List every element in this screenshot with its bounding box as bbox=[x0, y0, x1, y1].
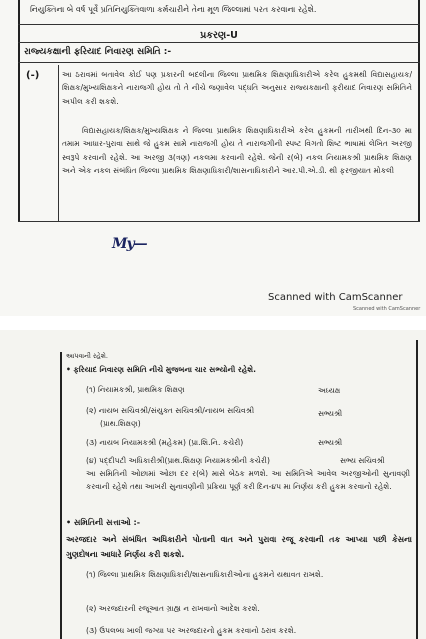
power-item: (૧) જિલ્લા પ્રાથમિક શિક્ષણાધિકારી/શાસનાધિકારીઓના હુકમને યથાવત રાખશે. bbox=[86, 570, 324, 579]
handwritten-signature: My— bbox=[112, 236, 147, 252]
member-designation: સભ્ય સચિવશ્રી bbox=[340, 456, 385, 465]
table-divider bbox=[18, 24, 420, 25]
powers-heading: • સમિતિની સત્તાઓ :- bbox=[66, 518, 141, 527]
member-role: (૧) નિયામકશ્રી, પ્રાથમિક શિક્ષણ bbox=[86, 385, 185, 394]
member-designation: અધ્યક્ષ bbox=[318, 386, 341, 395]
continued-line: આપવાની રહેશે. bbox=[66, 352, 108, 360]
camscanner-small-watermark: Scanned with CamScanner bbox=[353, 306, 421, 312]
power-item: (૨) અરજદારની રજૂઆત ગ્રાહ્ય ન રાખવાનો આદેશ કરશે. bbox=[86, 604, 260, 613]
member-role: (૪) પદ્દીપટી અધિકારીશ્રી(પ્રાથ.શિક્ષણ નિયામકશ્રીની કચેરી) bbox=[86, 456, 270, 465]
page-gap bbox=[0, 316, 426, 330]
chapter-title: પ્રકરણ-U bbox=[200, 30, 238, 41]
power-item: (૩) ઉપલબ્ધ ખાલી જગ્યા પર અરજદારનો હુકમ કરવાનો ઠરાવ કરશે. bbox=[86, 626, 297, 635]
member-role: (૩) નાયબ નિયામકશ્રી (મહેકમ) (પ્રા.શિ.નિ. કચેરી) bbox=[86, 438, 244, 447]
section-heading: રાજ્યકક્ષાની ફરિયાદ નિવારણ સમિતિ :- bbox=[24, 47, 172, 57]
paragraph-appeal: આ ઠરાવમાં બતાવેલ કોઈ પણ પ્રકારની બદલીના જિલ્લા પ્રાથમિક શિક્ષણાધિકારીએ કરેલ હુકમથી વિદ્યાસહાયક/શિક્ષક/મુખ્યશિક્ષકને નારાજગી હોય તો તે નીચે જણાવેલ પદ્ધતિ અનુસાર રાજ્યકક્ષાની ફરીયાદ નિવારણ સમિતિને અપીલ કરી શકશે. bbox=[62, 70, 412, 106]
powers-intro: અરજદાર અને સંબંધિત અધિકારીને પોતાની વાત અને પુરાવા રજૂ કરવાની તક આપ્યા પછી કેસના ગુણદોષના આધારે નિર્ણય કરી શકશે. bbox=[66, 535, 412, 559]
paragraph-meetings: આ સમિતિની ઓછામાં ઓછા દર ર(બે) માસે બેઠક મળશે. આ સમિતિએ આવેલ અરજીઓની સુનાવણી કરવાની રહેશે તથા આખરી સુનાવણીની પ્રક્રિયા પૂર્ણ કરી દિન-૪૫ મા નિર્ણય કરી હુકમ કરવાનો રહેશે. bbox=[86, 469, 410, 491]
member-designation: સભ્યશ્રી bbox=[318, 438, 343, 447]
row-marker: (-) bbox=[26, 70, 40, 81]
table-divider bbox=[18, 221, 420, 222]
top-fragment-text: નિયુક્તિના બે વર્ષ પૂર્વે પ્રતિનિયુક્તિવાળા કર્મચારીને તેના મૂળ જિલ્લામાં પરત કરવાના રહેશે. bbox=[30, 5, 317, 14]
page2-border-right bbox=[416, 340, 418, 639]
table-column-divider bbox=[58, 65, 59, 222]
page2-border-left bbox=[60, 352, 62, 639]
member-role-continued: (પ્રાથ.શિક્ષણ) bbox=[100, 419, 141, 428]
table-divider bbox=[18, 42, 420, 43]
camscanner-watermark: Scanned with CamScanner bbox=[268, 292, 403, 303]
member-designation: સભ્યશ્રી bbox=[318, 409, 343, 418]
member-role: (૨) નાયબ સચિવશ્રી/સંયુક્ત સચિવશ્રી/નાયબ સચિવશ્રી bbox=[86, 406, 255, 415]
committee-heading: • ફરિયાદ નિવારણ સમિતિ નીચે મુજબના ચાર સભ્યોની રહેશે. bbox=[66, 365, 256, 374]
table-divider bbox=[18, 62, 420, 63]
paragraph-procedure: વિદ્યાસહાયક/શિક્ષક/મુખ્યશિક્ષક ને જિલ્લા પ્રાથમિક શિક્ષણાધિકારીએ કરેલ હુકમની તારીખથી દિન-૩૦ મા તમામ આધાર-પુરાવા સાથે જે હુકમ સામે નારાજગી હોય તે નારાજગીની સ્પષ્ટ વિગતો શિષ્ટ ભાષામાં લેખિત અરજી સ્વરૂપે કરવાની રહેશે. આ અરજી ૩(ત્રણ) નકલમા કરવાની રહેશે. જેની ર(બે) નકલ નિયામકશ્રી પ્રાથમિક શિક્ષણ અને એક નકલ સંબંધિત જિલ્લા પ્રાથમિક શિક્ષણાધિકારી/શાસનાધિકારીને આર.પી.એ.ડી. થી ફરજીયાત મોકલી bbox=[62, 126, 412, 175]
